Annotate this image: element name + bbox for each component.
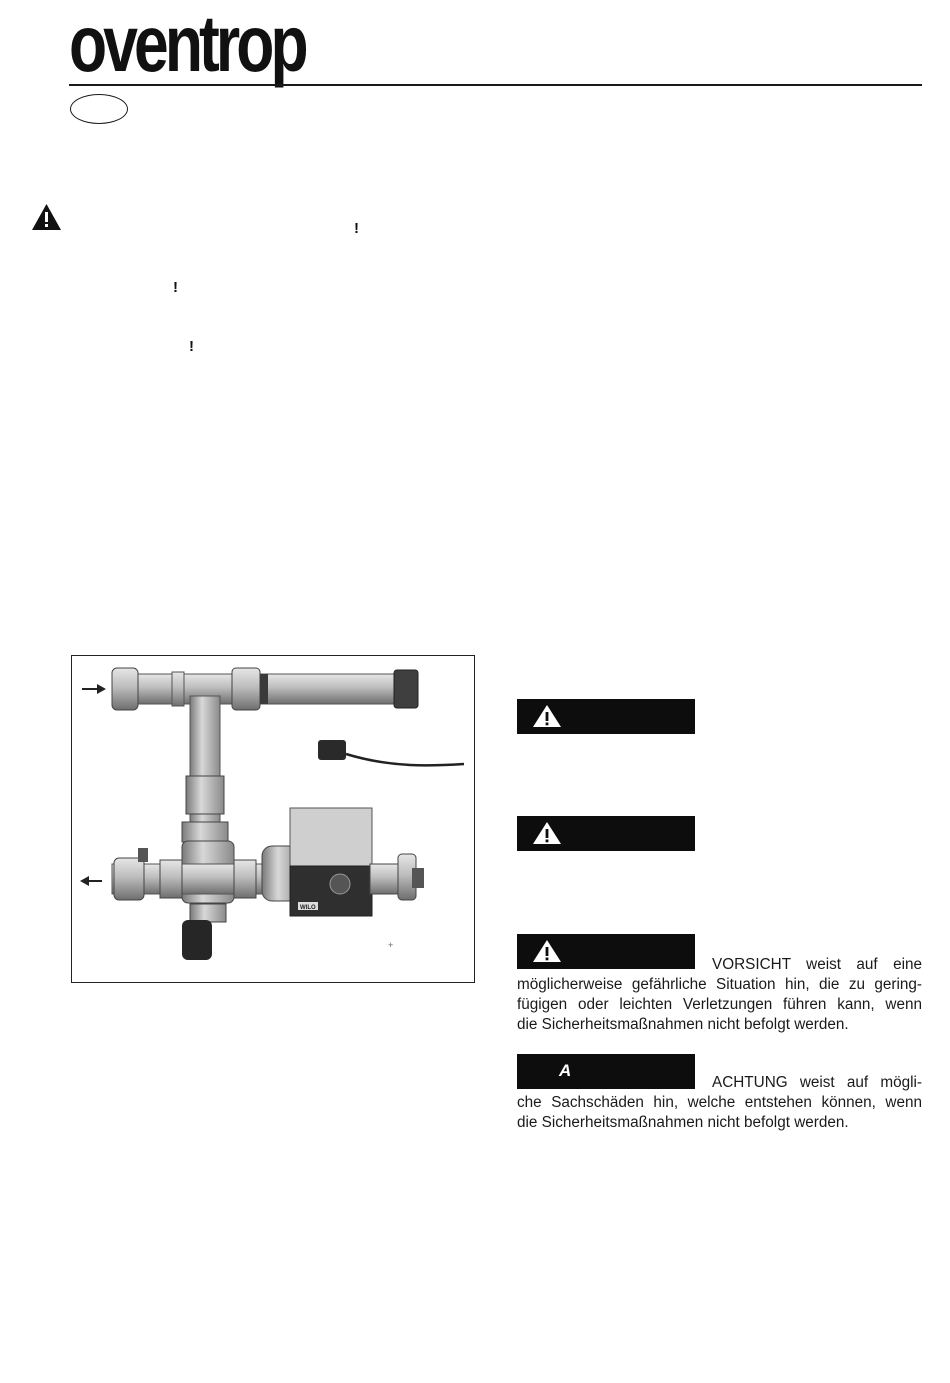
product-figure [71, 655, 475, 983]
caution-text-line: fügigen oder leichten Verletzungen führen kann, wenn [517, 996, 922, 1013]
registration-mark: + [388, 940, 394, 950]
inlet-arrow-icon [82, 684, 106, 694]
notice-text [517, 1073, 922, 1133]
language-oval [70, 94, 128, 124]
mixing-unit-illustration [72, 656, 474, 982]
danger-signal-bar [517, 699, 695, 734]
caution-text-line: VORSICHT weist auf eine [712, 956, 922, 973]
notice-text-line: die Sicherheitsmaßnahmen nicht befolgt werden. [517, 1114, 849, 1131]
caution-text-line: die Sicherheitsmaßnahmen nicht befolgt werden. [517, 1016, 849, 1033]
exclamation-mark: ! [354, 220, 359, 237]
notice-text-line: ACHTUNG weist auf mögli- [712, 1074, 922, 1091]
warning-triangle-icon [31, 203, 62, 236]
warning-triangle-icon [532, 821, 562, 845]
notice-letter: A [559, 1061, 572, 1080]
header-rule [69, 84, 922, 86]
caution-notice [517, 955, 922, 1035]
pump-brand-label: WILO [300, 905, 316, 911]
brand-logo: oventrop [69, 0, 305, 88]
outlet-arrow-icon [80, 876, 102, 886]
warning-signal-bar [517, 816, 695, 851]
warning-triangle-icon [532, 704, 562, 728]
exclamation-mark: ! [189, 338, 194, 355]
exclamation-mark: ! [173, 279, 178, 296]
caution-text-line: möglicherweise gefährliche Situation hin, die zu gering- [517, 976, 922, 993]
notice-text-line: che Sachschäden hin, welche entstehen können, wenn [517, 1094, 922, 1111]
